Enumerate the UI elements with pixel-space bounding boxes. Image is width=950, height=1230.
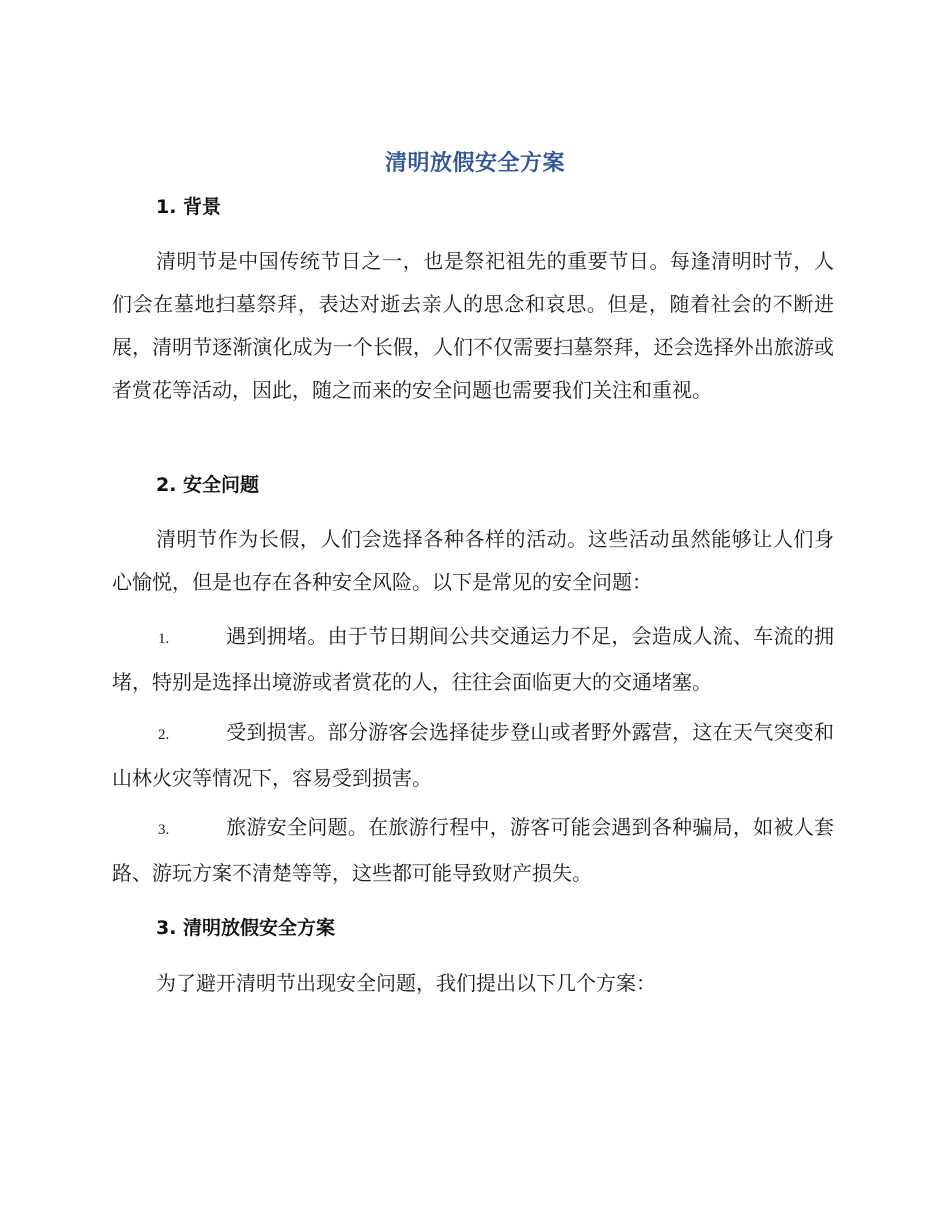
section-heading-background: 1. 背景 bbox=[156, 196, 222, 218]
section-heading-safety-plan: 3. 清明放假安全方案 bbox=[156, 917, 336, 939]
list-number: 1. bbox=[158, 631, 170, 647]
document-title: 清明放假安全方案 bbox=[384, 151, 565, 176]
list-item-text: 遇到拥堵。由于节日期间公共交通运力不足，会造成人流、车流的拥堵，特别是选择出境游或者赏花的人，往往会面临更大的交通堵塞。 bbox=[112, 624, 834, 694]
paragraph-safety-plan: 为了避开清明节出现安全问题，我们提出以下几个方案： bbox=[156, 971, 656, 995]
paragraph-background: 清明节是中国传统节日之一，也是祭祀祖先的重要节日。每逢清明时节，人们会在墓地扫墓祭拜，表达对逝去亲人的思念和哀思。但是，随着社会的不断进展，清明节逐渐演化成为一个长假，人们不仅需要扫墓祭拜，还会选择外出旅游或者赏花等活动，因此，随之而来的安全问题也需要我们关注和重视。 bbox=[112, 249, 834, 402]
list-item bbox=[112, 711, 834, 800]
paragraph-safety-issues: 清明节作为长假，人们会选择各种各样的活动。这些活动虽然能够让人们身心愉悦，但是也存在各种安全风险。以下是常见的安全问题： bbox=[112, 527, 834, 594]
list-item-text: 旅游安全问题。在旅游行程中，游客可能会遇到各种骗局，如被人套路、游玩方案不清楚等等，这些都可能导致财产损失。 bbox=[112, 815, 834, 885]
list-item bbox=[112, 806, 834, 895]
list-item bbox=[112, 615, 834, 704]
section-heading-safety-issues: 2. 安全问题 bbox=[156, 474, 260, 496]
list-item-text: 受到损害。部分游客会选择徒步登山或者野外露营，这在天气突变和山林火灾等情况下，容易受到损害。 bbox=[112, 720, 834, 790]
list-number: 2. bbox=[158, 727, 170, 743]
list-number: 3. bbox=[158, 822, 170, 838]
